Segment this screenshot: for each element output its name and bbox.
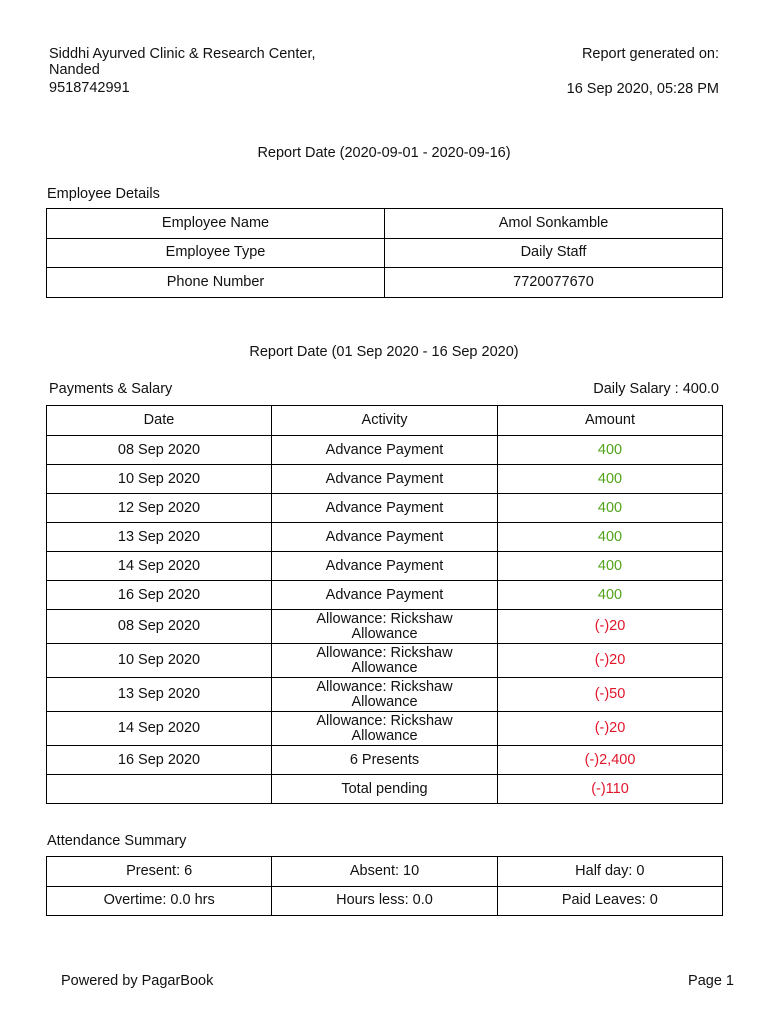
activity-line-1: Allowance: Rickshaw — [316, 610, 453, 627]
payment-activity: Advance Payment — [272, 523, 498, 552]
table-row — [47, 238, 723, 268]
payment-amount: (-)50 — [498, 678, 723, 712]
payment-activity: Advance Payment — [272, 494, 498, 523]
payment-amount: 400 — [498, 494, 723, 523]
payment-date: 10 Sep 2020 — [47, 465, 272, 494]
table-row — [47, 494, 723, 523]
table-row — [47, 886, 723, 916]
payment-activity: Advance Payment — [272, 436, 498, 465]
payment-date: 14 Sep 2020 — [47, 552, 272, 581]
payment-amount: 400 — [498, 436, 723, 465]
payment-amount: 400 — [498, 523, 723, 552]
total-label: Total pending — [272, 775, 498, 804]
table-row — [47, 465, 723, 494]
table-row — [47, 644, 723, 678]
payment-activity — [272, 644, 498, 678]
page-number: Page 1 — [688, 973, 734, 989]
employee-details-table — [46, 208, 723, 298]
column-header-activity: Activity — [272, 406, 498, 436]
activity-line-2: Allowance — [351, 693, 418, 710]
employee-type-value: Daily Staff — [385, 238, 723, 268]
employee-type-label: Employee Type — [47, 238, 385, 268]
payment-activity — [272, 712, 498, 746]
phone-number-value: 7720077670 — [385, 268, 723, 298]
overtime-hours: Overtime: 0.0 hrs — [47, 886, 272, 916]
report-date-range: Report Date (2020-09-01 - 2020-09-16) — [257, 145, 511, 161]
clinic-phone: 9518742991 — [49, 80, 130, 96]
payment-amount: 400 — [498, 581, 723, 610]
present-count: Present: 6 — [47, 857, 272, 887]
payment-amount: 400 — [498, 465, 723, 494]
table-row — [47, 268, 723, 298]
table-row — [47, 581, 723, 610]
payments-table — [46, 405, 723, 804]
employee-name-value: Amol Sonkamble — [385, 209, 723, 239]
clinic-info — [49, 46, 316, 96]
absent-count: Absent: 10 — [272, 857, 497, 887]
payment-date: 12 Sep 2020 — [47, 494, 272, 523]
activity-line-1: Allowance: Rickshaw — [316, 644, 453, 661]
table-row — [47, 712, 723, 746]
table-row — [47, 523, 723, 552]
payment-activity: Advance Payment — [272, 465, 498, 494]
table-row — [47, 678, 723, 712]
paid-leaves-count: Paid Leaves: 0 — [497, 886, 722, 916]
table-row — [47, 610, 723, 644]
payment-activity: Advance Payment — [272, 581, 498, 610]
daily-salary: Daily Salary : 400.0 — [593, 381, 719, 397]
payment-date: 16 Sep 2020 — [47, 746, 272, 775]
payment-amount: (-)20 — [498, 712, 723, 746]
table-row — [47, 857, 723, 887]
payment-amount: (-)2,400 — [498, 746, 723, 775]
payment-date: 08 Sep 2020 — [47, 436, 272, 465]
generated-value: 16 Sep 2020, 05:28 PM — [566, 81, 719, 97]
payment-date: 13 Sep 2020 — [47, 678, 272, 712]
attendance-title: Attendance Summary — [47, 833, 187, 849]
activity-line-2: Allowance — [351, 659, 418, 676]
column-header-date: Date — [47, 406, 272, 436]
payment-date: 16 Sep 2020 — [47, 581, 272, 610]
payment-activity — [272, 678, 498, 712]
payment-date: 14 Sep 2020 — [47, 712, 272, 746]
employee-details-title: Employee Details — [47, 186, 160, 202]
generated-label: Report generated on: — [581, 46, 719, 62]
column-header-amount: Amount — [498, 406, 723, 436]
payment-amount: (-)20 — [498, 644, 723, 678]
employee-name-label: Employee Name — [47, 209, 385, 239]
payment-amount: 400 — [498, 552, 723, 581]
activity-line-1: Allowance: Rickshaw — [316, 712, 453, 729]
powered-by: Powered by PagarBook — [61, 973, 214, 989]
payment-date: 13 Sep 2020 — [47, 523, 272, 552]
payment-date: 10 Sep 2020 — [47, 644, 272, 678]
payments-title: Payments & Salary — [49, 381, 173, 397]
activity-line-2: Allowance — [351, 727, 418, 744]
clinic-city: Nanded — [49, 62, 100, 78]
half-day-count: Half day: 0 — [497, 857, 722, 887]
payment-activity: 6 Presents — [272, 746, 498, 775]
report-date-range-2: Report Date (01 Sep 2020 - 16 Sep 2020) — [249, 344, 519, 360]
table-row — [47, 552, 723, 581]
attendance-table — [46, 856, 723, 916]
table-row — [47, 746, 723, 775]
table-row — [47, 436, 723, 465]
total-value: (-)110 — [498, 775, 723, 804]
total-empty-cell — [47, 775, 272, 804]
total-row — [47, 775, 723, 804]
payment-activity — [272, 610, 498, 644]
activity-line-1: Allowance: Rickshaw — [316, 678, 453, 695]
table-header-row — [47, 406, 723, 436]
hours-less: Hours less: 0.0 — [272, 886, 497, 916]
clinic-name: Siddhi Ayurved Clinic & Research Center, — [49, 46, 316, 62]
activity-line-2: Allowance — [351, 625, 418, 642]
payment-amount: (-)20 — [498, 610, 723, 644]
payment-activity: Advance Payment — [272, 552, 498, 581]
table-row — [47, 209, 723, 239]
phone-number-label: Phone Number — [47, 268, 385, 298]
payment-date: 08 Sep 2020 — [47, 610, 272, 644]
